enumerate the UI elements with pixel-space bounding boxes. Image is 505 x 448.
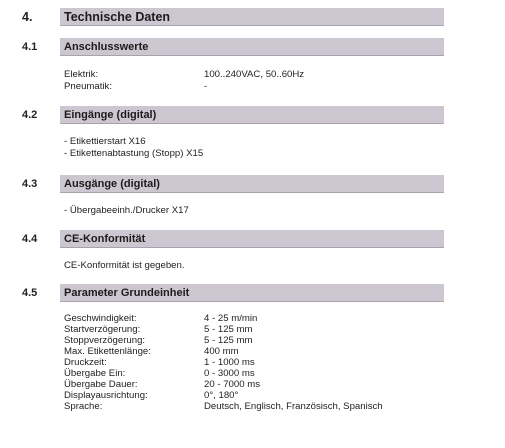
list-item: - Etikettierstart X16 bbox=[64, 136, 146, 147]
section-number: 4.1 bbox=[22, 41, 38, 53]
body-text: CE-Konformität ist gegeben. bbox=[64, 260, 185, 271]
section-number: 4.5 bbox=[22, 287, 38, 299]
section-heading-4-3 bbox=[0, 175, 505, 193]
chapter-title: Technische Daten bbox=[64, 10, 171, 24]
spec-label: Übergabe Dauer: bbox=[64, 379, 138, 390]
section-number: 4.2 bbox=[22, 109, 38, 121]
section-title: CE-Konformität bbox=[64, 233, 146, 245]
spec-value: - bbox=[204, 81, 208, 92]
spec-label: Elektrik: bbox=[64, 69, 99, 80]
section-title: Ausgänge (digital) bbox=[64, 178, 160, 190]
section-title: Parameter Grundeinheit bbox=[64, 287, 190, 299]
spec-label: Startverzögerung: bbox=[64, 324, 141, 335]
section-number: 4.3 bbox=[22, 178, 38, 190]
spec-label: Stoppverzögerung: bbox=[64, 335, 146, 346]
spec-label: Sprache: bbox=[64, 401, 103, 412]
chapter-number: 4. bbox=[22, 10, 33, 24]
spec-label: Pneumatik: bbox=[64, 81, 112, 92]
spec-label: Druckzeit: bbox=[64, 357, 107, 368]
spec-value: Deutsch, Englisch, Französisch, Spanisch bbox=[204, 401, 383, 412]
section-heading-4-1 bbox=[0, 38, 505, 56]
spec-value: 5 - 125 mm bbox=[204, 335, 253, 346]
spec-label: Geschwindigkeit: bbox=[64, 313, 137, 324]
spec-value: 0 - 3000 ms bbox=[204, 368, 255, 379]
section-heading-4-2 bbox=[0, 106, 505, 124]
spec-label: Max. Etikettenlänge: bbox=[64, 346, 151, 357]
spec-value: 0°, 180° bbox=[204, 390, 239, 401]
spec-label: Displayausrichtung: bbox=[64, 390, 148, 401]
spec-value: 1 - 1000 ms bbox=[204, 357, 255, 368]
section-title: Eingänge (digital) bbox=[64, 109, 157, 121]
spec-value: 4 - 25 m/min bbox=[204, 313, 258, 324]
section-heading-4-4 bbox=[0, 230, 505, 248]
chapter-heading bbox=[0, 8, 505, 26]
list-item: - Übergabeeinh./Drucker X17 bbox=[64, 205, 189, 216]
spec-value: 400 mm bbox=[204, 346, 239, 357]
spec-value: 100..240VAC, 50..60Hz bbox=[204, 69, 305, 80]
spec-value: 20 - 7000 ms bbox=[204, 379, 260, 390]
section-number: 4.4 bbox=[22, 233, 38, 245]
spec-value: 5 - 125 mm bbox=[204, 324, 253, 335]
section-heading-4-5 bbox=[0, 284, 505, 302]
section-title: Anschlusswerte bbox=[64, 41, 149, 53]
list-item: - Etikettenabtastung (Stopp) X15 bbox=[64, 148, 204, 159]
spec-label: Übergabe Ein: bbox=[64, 368, 126, 379]
